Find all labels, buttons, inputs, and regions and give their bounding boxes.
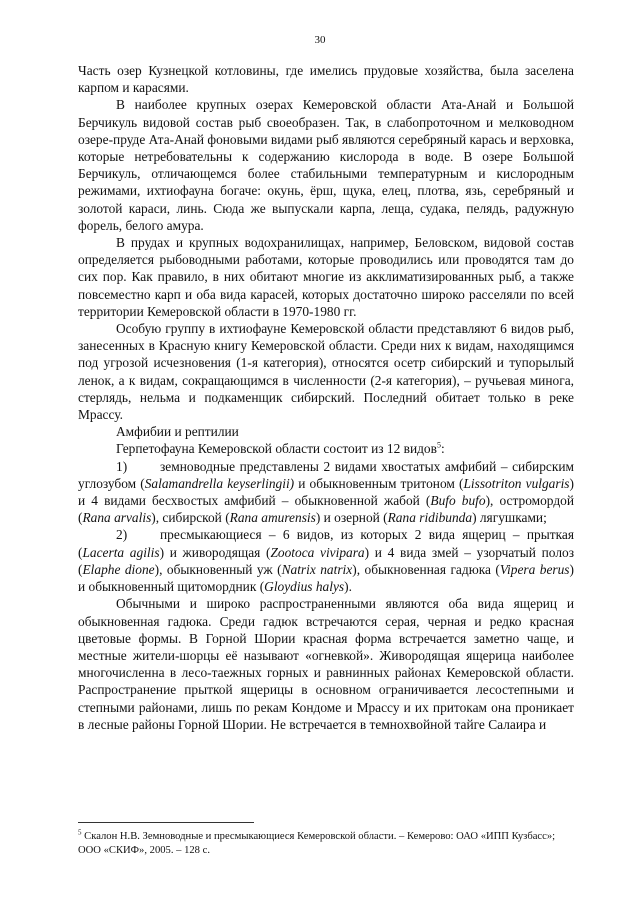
- latin-name: Zootoca vivipara: [270, 544, 365, 560]
- list-item-1: [78, 458, 574, 527]
- latin-name: Rana ridibunda: [387, 510, 473, 526]
- list-item-2: [78, 526, 574, 595]
- footnote: [78, 830, 574, 858]
- latin-name: Lacerta agilis: [82, 544, 160, 560]
- list-2-text: ).: [344, 579, 352, 595]
- list-1-text: ) лягушками;: [472, 510, 547, 526]
- paragraph-1: Часть озер Кузнецкой котловины, где имелись прудовые хозяйства, была заселена карпом и карасями.: [78, 63, 574, 96]
- footnote-divider: [78, 822, 254, 823]
- latin-name: Rana arvalis: [82, 510, 152, 526]
- paragraph-5-end: :: [440, 441, 445, 457]
- footnote-ref: 5: [436, 441, 441, 450]
- list-number-2: 2): [116, 527, 128, 543]
- paragraph-6: Обычными и широко распространенными являются оба вида ящериц и обыкновенная гадюка. Среди гадюк встречаются серая, черная и редко красная цветовые формы. В Горной Шории красная форма встречается заметно чаще, и местные жители-шорцы её называют «огневкой». Живородящая ящерица наиболее многочисленна в лесо-таежных горных и равнинных районах Кемеровской области. Распространение прыткой ящерицы в основном ограничивается лесостепными и степными районами, лишь по рекам Кондоме и Мрассу и их притокам она проникает в лесные районы Горной Шории. Не встречается в темнохвойной тайге Салаира и: [78, 596, 574, 732]
- list-2-text: ) и обыкновенный щитомордник (: [78, 561, 574, 595]
- list-2-text: пресмыкающиеся – 6 видов, из которых 2 вида ящериц – прыткая (: [78, 527, 574, 560]
- latin-name: Lissotriton vulgaris: [463, 475, 570, 491]
- list-2-text: ), обыкновенный уж (: [154, 561, 282, 577]
- section-heading: Амфибии и рептилии: [116, 424, 239, 440]
- latin-name: Elaphe dione: [82, 561, 155, 577]
- latin-name: Gloydius halys: [264, 579, 345, 595]
- list-2-text: ) и 4 вида змей – узорчатый полоз (: [78, 544, 574, 577]
- footnote-number: 5: [78, 828, 82, 837]
- document-body: [78, 62, 574, 733]
- list-number-1: 1): [116, 458, 128, 474]
- list-1-text: ), сибирской (: [151, 510, 230, 526]
- latin-name: Rana amurensis: [229, 510, 316, 526]
- footnote-text: Скалон Н.В. Земноводные и пресмыкающиеся Кемеровской области. – Кемерово: ОАО «ИПП Кузбасс»; ООО «СКИФ», 2005. – 128 с.: [78, 831, 556, 856]
- list-2-text: ), обыкновенная гадюка (: [352, 561, 500, 577]
- paragraph-5-text: Герпетофауна Кемеровской области состоит из 12 видов: [116, 441, 437, 457]
- paragraph-3: В прудах и крупных водохранилищах, например, Беловском, видовой состав определяется рыбоводными работами, которые проводились или проводятся там до сих пор. Как правило, в них обитают многие из акклиматизированных рыб, а также повсеместно карп и оба вида карасей, которых достаточно широко расселяли по всей территории Кемеровской области в 1970-1980 гг.: [78, 235, 574, 319]
- list-1-text: ), остромордой (: [78, 493, 574, 526]
- list-2-text: ) и живородящая (: [159, 544, 271, 560]
- page-number: 30: [314, 34, 326, 46]
- latin-name: Salamandrella keyserlingii): [144, 475, 295, 491]
- list-1-text: ) и озерной (: [315, 510, 388, 526]
- latin-name: Natrix natrix: [281, 561, 353, 577]
- list-1-text: и обыкновенным тритоном (: [294, 475, 464, 491]
- list-1-text: ) и 4 видами бесхвостых амфибий – обыкновенной жабой (: [78, 475, 574, 509]
- latin-name: Vipera berus: [499, 561, 570, 577]
- latin-name: Bufo bufo: [430, 493, 486, 509]
- paragraph-5: [78, 440, 574, 457]
- paragraph-2: В наиболее крупных озерах Кемеровской области Ата-Анай и Большой Берчикуль видовой состав рыб своеобразен. Так, в слабопроточном и мелководном озере-пруде Ата-Анай фоновыми видами рыб являются серебряный карась и верховка, которые нетребовательны к содержанию кислорода в воде. В озере Большой Берчикуль, отличающемся более стабильными температурным и кислородным режимами, ихтиофауна богаче: окунь, ёрш, щука, елец, плотва, язь, серебряный и золотой караси, линь. Сюда же выпускали карпа, леща, судака, пелядь, радужную форель, белого амура.: [78, 97, 574, 233]
- paragraph-4: Особую группу в ихтиофауне Кемеровской области представляют 6 видов рыб, занесенных в Красную книгу Кемеровской области. Среди них к видам, находящимся под угрозой исчезновения (1-я категория), относятся осетр сибирский и тупорылый ленок, а к видам, сокращающимся в численности (2-я категория), – ручьевая минога, стерлядь, нельма и подкаменщик сибирский. Последний обитает только в реке Мрассу.: [78, 321, 574, 423]
- list-1-text: земноводные представлены 2 видами хвостатых амфибий – сибирским углозубом (: [78, 458, 574, 491]
